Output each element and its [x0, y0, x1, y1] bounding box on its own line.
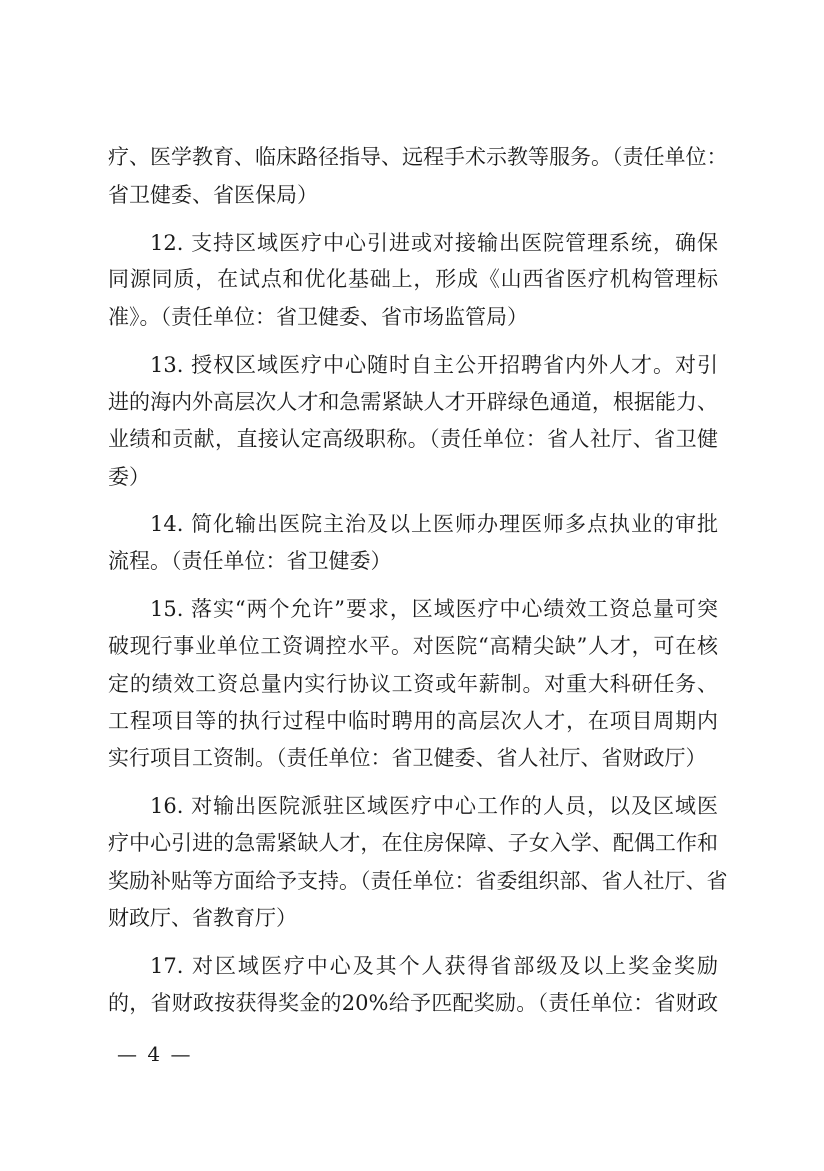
paragraph-12-start: 12. 支持区域医疗中心引进或对接输出医院管理系统，确保	[150, 231, 718, 255]
paragraph-16-start: 16. 对输出医院派驻区域医疗中心工作的人员，以及区域医	[150, 794, 718, 818]
text-line: 工程项目等的执行过程中临时聘用的高层次人才，在项目周期内	[108, 709, 718, 733]
text-line: 省卫健委、省医保局）	[108, 183, 318, 207]
text-line: 疗、医学教育、临床路径指导、远程手术示教等服务。（责任单位：	[108, 145, 728, 169]
paragraph-13-start: 13. 授权区域医疗中心随时自主公开招聘省内外人才。对引	[150, 353, 718, 377]
text-line: 疗中心引进的急需紧缺人才，在住房保障、子女入学、配偶工作和	[108, 831, 718, 855]
text-line: 的，省财政按获得奖金的20%给予匹配奖励。（责任单位：省财政	[108, 991, 718, 1015]
text-line: 委）	[108, 465, 150, 489]
text-line: 业绩和贡献，直接认定高级职称。（责任单位：省人社厅、省卫健	[108, 427, 718, 451]
text-line: 进的海内外高层次人才和急需紧缺人才开辟绿色通道，根据能力、	[108, 390, 718, 414]
text-line: 财政厅、省教育厅）	[108, 906, 297, 930]
text-line: 流程。（责任单位：省卫健委）	[108, 549, 392, 573]
paragraph-17-start: 17. 对区域医疗中心及其个人获得省部级及以上奖金奖励	[150, 954, 718, 978]
text-line: 定的绩效工资总量内实行协议工资或年薪制。对重大科研任务、	[108, 672, 718, 696]
text-line: 准》。（责任单位：省卫健委、省市场监管局）	[108, 305, 528, 329]
text-line: 破现行事业单位工资调控水平。对医院“高精尖缺”人才，可在核	[108, 634, 718, 658]
text-line: 奖励补贴等方面给予支持。（责任单位：省委组织部、省人社厅、省	[108, 869, 728, 893]
paragraph-15-start: 15. 落实“两个允许”要求，区域医疗中心绩效工资总量可突	[150, 597, 718, 621]
text-line: 同源同质，在试点和优化基础上，形成《山西省医疗机构管理标	[108, 267, 718, 291]
page-number: — 4 —	[117, 1042, 193, 1066]
paragraph-14-start: 14. 简化输出医院主治及以上医师办理医师多点执业的审批	[150, 512, 718, 536]
text-line: 实行项目工资制。（责任单位：省卫健委、省人社厅、省财政厅）	[108, 746, 707, 770]
